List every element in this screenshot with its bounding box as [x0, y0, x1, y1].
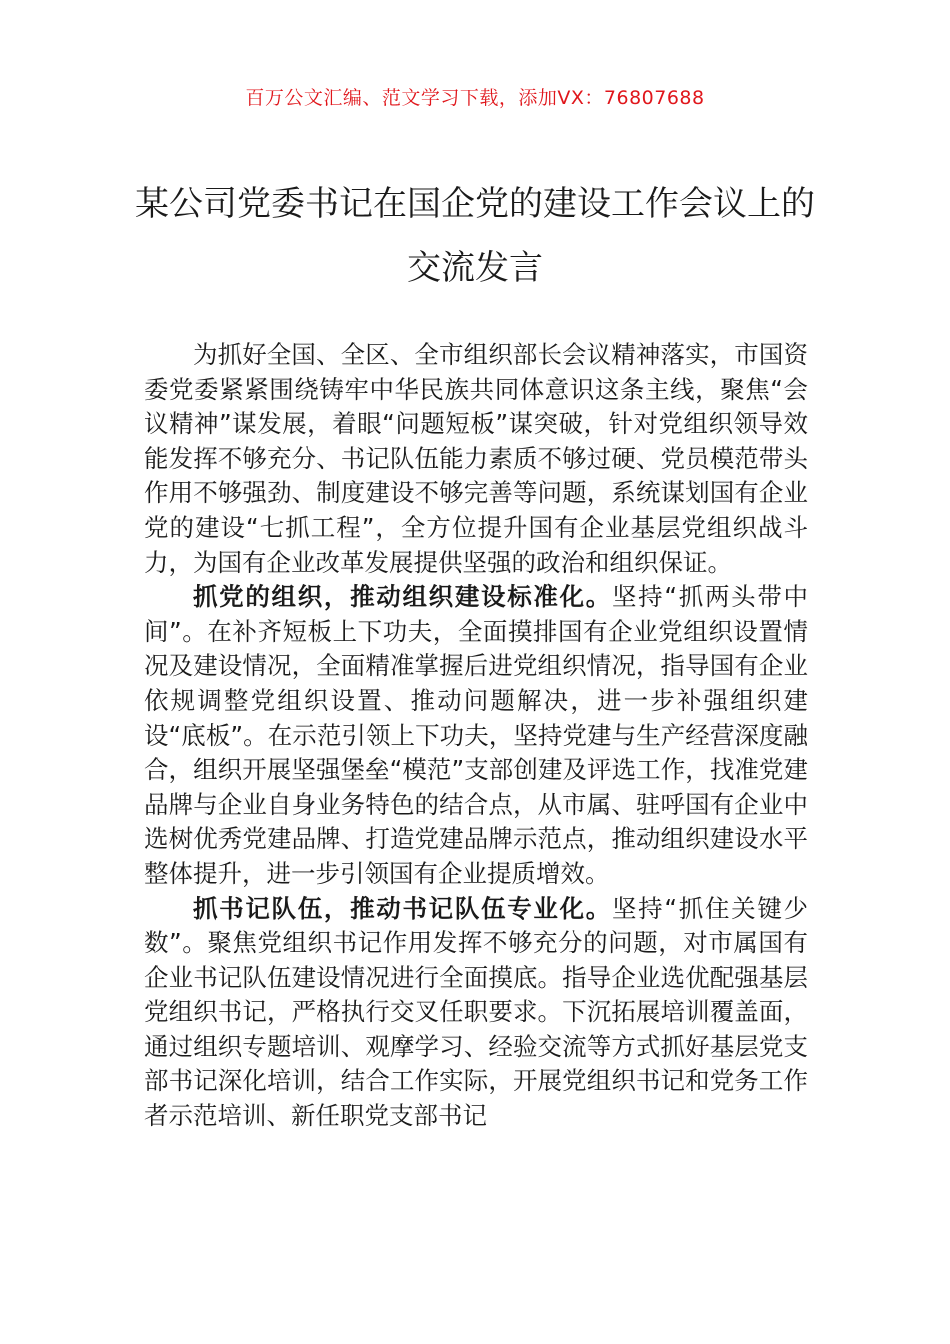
- paragraph-text: 坚持“抓住关键少数”。聚焦党组织书记作用发挥不够充分的问题，对市属国有企业书记队伍建设情况进行全面摸底。指导企业选优配强基层党组织书记，严格执行交叉任职要求。下沉拓展培训覆盖面，通过组织专题培训、观摩学习、经验交流等方式抓好基层党支部书记深化培训，结合工作实际，开展党组织书记和党务工作者示范培训、新任职党支部书记: [144, 893, 808, 1131]
- paragraph-lead: 抓书记队伍，推动书记队伍专业化。: [193, 893, 612, 923]
- document-body: [144, 338, 808, 1134]
- header-note: 百万公文汇编、范文学习下载，添加VX：76807688: [245, 87, 705, 109]
- paragraph-lead: 抓党的组织，推动组织建设标准化。: [193, 582, 612, 612]
- paragraph-secretary-team: [144, 892, 808, 1134]
- paragraph-intro: [144, 338, 808, 580]
- paragraph-text: 为抓好全国、全区、全市组织部长会议精神落实，市国资委党委紧紧围绕铸牢中华民族共同体意识这条主线，聚焦“会议精神”谋发展，着眼“问题短板”谋突破，针对党组织领导效能发挥不够充分、书记队伍能力素质不够过硬、党员模范带头作用不够强劲、制度建设不够完善等问题，系统谋划国有企业党的建设“七抓工程”，全方位提升国有企业基层党组织战斗力，为国有企业改革发展提供坚强的政治和组织保证。: [144, 340, 808, 577]
- document-title: 某公司党委书记在国企党的建设工作会议上的交流发言: [135, 184, 815, 288]
- paragraph-text: 坚持“抓两头带中间”。在补齐短板上下功夫，全面摸排国有企业党组织设置情况及建设情况，全面精准掌握后进党组织情况，指导国有企业依规调整党组织设置、推动问题解决，进一步补强组织建设“底板”。在示范引领上下功夫，坚持党建与生产经营深度融合，组织开展坚强堡垒“模范”支部创建及评选工作，找准党建品牌与企业自身业务特色的结合点，从市属、驻呼国有企业中选树优秀党建品牌、打造党建品牌示范点，推动组织建设水平整体提升，进一步引领国有企业提质增效。: [144, 582, 808, 888]
- paragraph-party-organization: [144, 580, 808, 891]
